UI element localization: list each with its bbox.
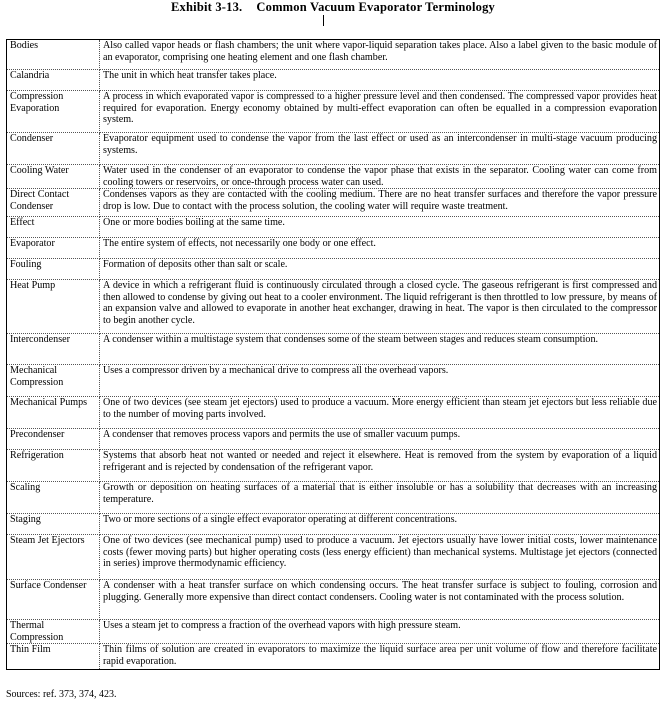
definition-cell: A process in which evaporated vapor is compressed to a higher pressure level and then condensed. The compressed vapor provides heat required for evaporation. Energy economy obtained by multi-effect evaporation can often be equalled in a compression evaporation system. <box>100 91 660 133</box>
term-cell: Scaling <box>7 482 100 514</box>
sources-note: Sources: ref. 373, 374, 423. <box>6 689 117 700</box>
definition-cell: Growth or deposition on heating surfaces of a material that is either insoluble or has a solubility that decreases with an increasing temperature. <box>100 482 660 514</box>
table-row <box>7 580 660 620</box>
definition-cell: Thin films of solution are created in evaporators to maximize the liquid surface area per unit volume of flow and therefore facilitate rapid evaporation. <box>103 644 657 667</box>
table-row <box>7 91 660 133</box>
term-cell: Intercondenser <box>7 334 100 365</box>
table-row <box>7 238 660 259</box>
term-cell: Bodies <box>7 40 100 70</box>
term-cell: Cooling Water <box>7 165 100 189</box>
table-row <box>7 280 660 334</box>
term-cell: Mechanical Compression <box>7 365 100 397</box>
definition-cell: Water used in the condenser of an evaporator to condense the vapor phase that exists in the separator. Cooling water can come from cooling towers or reservoirs, or once-through process water can used. <box>100 165 660 189</box>
table-row <box>7 620 660 644</box>
table-row <box>7 189 660 217</box>
definition-cell: Two or more sections of a single effect evaporator operating at different concentrations. <box>100 514 660 535</box>
term-cell: Thermal Compression <box>7 620 100 644</box>
term-cell: Calandria <box>7 70 100 91</box>
table-row <box>7 535 660 580</box>
title-tick-mark <box>323 15 324 26</box>
table-row <box>7 259 660 280</box>
definition-cell: Uses a steam jet to compress a fraction of the overhead vapors with high pressure steam. <box>100 620 660 644</box>
table-row <box>7 644 660 670</box>
definition-cell: A device in which a refrigerant fluid is continuously circulated through a closed cycle. The gaseous refrigerant is first compressed and then allowed to condense by giving out heat to a cooler environment. The liquid refrigerant is then throttled to low pressure, by means of an expansion valve and allowed to evaporate in another heat exchanger, drawing in heat. The vapor is then circulated to the compressor to begin another cycle. <box>100 280 660 334</box>
definition-cell: Uses a compressor driven by a mechanical drive to compress all the overhead vapors. <box>100 365 660 397</box>
definition-cell: Systems that absorb heat not wanted or needed and reject it elsewhere. Heat is removed from the system by evaporation of a liquid refrigerant and is rejected by condensation of the refrigerant vapor. <box>100 450 660 482</box>
term-cell: Heat Pump <box>7 280 100 334</box>
table-row <box>7 133 660 165</box>
definition-cell: Also called vapor heads or flash chambers; the unit where vapor-liquid separation takes place. Also a label given to the basic module of an evaporator, comprising one heating element and one flash chamber. <box>100 40 660 70</box>
table-row <box>7 429 660 450</box>
exhibit-number: Exhibit 3-13. <box>171 0 243 14</box>
table-row <box>7 217 660 238</box>
table-row <box>7 365 660 397</box>
table-row <box>7 165 660 189</box>
term-cell: Condenser <box>7 133 100 165</box>
definition-cell: One or more bodies boiling at the same time. <box>100 217 660 238</box>
table-row <box>7 397 660 429</box>
definition-cell: One of two devices (see steam jet ejectors) used to produce a vacuum. More energy efficient than steam jet ejectors but less reliable due to the number of moving parts involved. <box>100 397 660 429</box>
exhibit-name: Common Vacuum Evaporator Terminology <box>256 0 495 14</box>
terminology-table <box>6 39 660 670</box>
term-cell: Evaporator <box>7 238 100 259</box>
term-cell: Staging <box>7 514 100 535</box>
table-row <box>7 40 660 70</box>
table-row <box>7 70 660 91</box>
definition-cell: The unit in which heat transfer takes place. <box>100 70 660 91</box>
definition-cell: A condenser within a multistage system that condenses some of the steam between stages and reduces steam consumption. <box>100 334 660 365</box>
table-row <box>7 450 660 482</box>
exhibit-title <box>0 0 666 15</box>
definition-cell: A condenser that removes process vapors and permits the use of smaller vacuum pumps. <box>100 429 660 450</box>
term-cell: Fouling <box>7 259 100 280</box>
term-cell: Effect <box>7 217 100 238</box>
term-cell: Thin Film <box>7 644 100 670</box>
definition-cell: Condenses vapors as they are contacted with the cooling medium. There are no heat transfer surfaces and therefore the vapor pressure drop is low. Due to contact with the process solution, the cooling water will require waste treatment. <box>100 189 660 217</box>
term-cell: Direct Contact Condenser <box>7 189 100 217</box>
definition-cell: Formation of deposits other than salt or scale. <box>100 259 660 280</box>
definition-cell: Evaporator equipment used to condense the vapor from the last effect or used as an intercondenser in multi-stage vacuum producing systems. <box>100 133 660 165</box>
term-cell: Mechanical Pumps <box>7 397 100 429</box>
term-cell: Steam Jet Ejectors <box>7 535 100 580</box>
term-cell: Refrigeration <box>7 450 100 482</box>
table-row <box>7 334 660 365</box>
term-cell: Surface Condenser <box>7 580 100 620</box>
definition-cell: A condenser with a heat transfer surface on which condensing occurs. The heat transfer surface is subject to fouling, corrosion and plugging. Generally more expensive than direct contact condensers. Cooling water is not contaminated with the process solution. <box>100 580 660 620</box>
definition-cell: The entire system of effects, not necessarily one body or one effect. <box>100 238 660 259</box>
table-row <box>7 482 660 514</box>
definition-cell: One of two devices (see mechanical pump) used to produce a vacuum. Jet ejectors usually have lower initial costs, lower maintenance costs (fewer moving parts) but higher operating costs (less energy efficient) than mechanical systems. Multistage jet ejectors (connected in series) improve thermodynamic efficiency. <box>100 535 660 580</box>
table-row <box>7 514 660 535</box>
term-cell: Precondenser <box>7 429 100 450</box>
term-cell: Compression Evaporation <box>7 91 100 133</box>
